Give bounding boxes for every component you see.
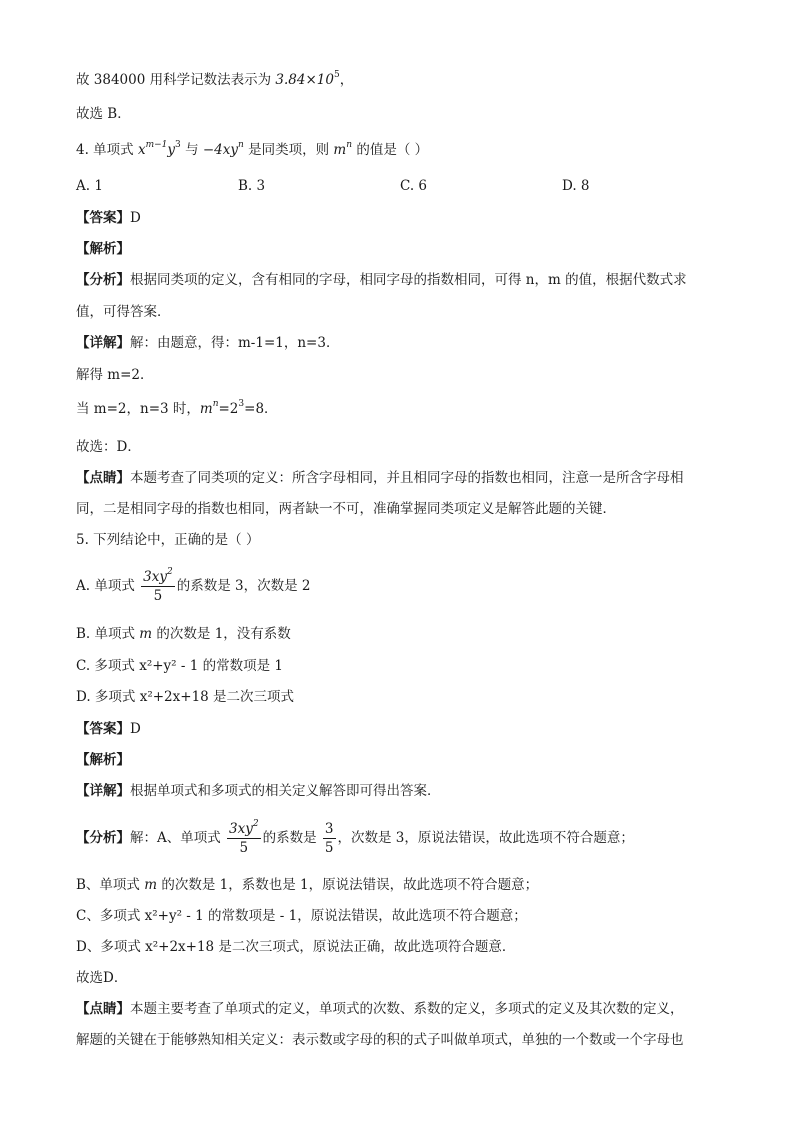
text: 解：由题意，得：m-1=1，n=3．	[130, 335, 340, 351]
q5-dianjing-1	[76, 999, 734, 1019]
math: −4xy	[202, 142, 239, 158]
text: ，次数是 3，原说法错误，故此选项不符合题意；	[337, 830, 634, 846]
text: 3xy	[229, 821, 253, 837]
fraction-denominator: 5	[153, 588, 163, 604]
label: 【点睛】	[76, 470, 130, 486]
label: 【详解】	[76, 335, 130, 351]
fraction-denominator: 5	[239, 840, 249, 856]
q4-dianjing-2: 同，二是相同字母的指数也相同，两者缺一不可，准确掌握同类项定义是解答此题的关键．	[76, 501, 616, 517]
q4-analysis-label: 【解析】	[76, 241, 130, 257]
text: 4. 单项式	[76, 142, 138, 158]
q4-fenxi-2: 值，可得答案．	[76, 304, 171, 320]
math: y	[167, 142, 176, 158]
q4-stem	[76, 140, 734, 160]
text: 根据同类项的定义，含有相同的字母，相同字母的指数相同，可得 n，m 的值，根据代数式求	[130, 272, 687, 288]
text: 本题考查了同类项的定义：所含字母相同，并且相同字母的指数也相同，注意一是所含字母相	[130, 470, 684, 486]
option-d: D. 8	[562, 178, 590, 194]
label: 【分析】	[76, 272, 130, 288]
text: 的值是（ ）	[352, 142, 429, 158]
fraction	[227, 820, 261, 857]
q4-step3	[76, 399, 734, 419]
text: =8．	[244, 401, 278, 417]
text: 解：A、单项式	[130, 830, 226, 846]
q5-option-b	[76, 624, 734, 644]
q5-option-a	[76, 566, 734, 606]
math-exponent: m−1	[145, 140, 168, 150]
math-exponent: n	[212, 399, 219, 409]
q4-fenxi-1	[76, 270, 734, 290]
q5-option-d: D. 多项式 x²+2x+18 是二次三项式	[76, 689, 295, 705]
math: m	[199, 401, 213, 417]
math-exponent: n	[238, 140, 244, 150]
label: 【答案】	[76, 721, 130, 737]
q4-answer	[76, 208, 734, 228]
fraction-denominator: 5	[324, 840, 334, 856]
option-b: B. 3	[238, 178, 266, 194]
q5-option-c: C. 多项式 x²+y² - 1 的常数项是 1	[76, 658, 284, 674]
q5-choice: 故选D．	[76, 970, 128, 986]
text: 故 384000 用科学记数法表示为	[76, 72, 276, 88]
math: m	[144, 877, 158, 893]
label: 【点睛】	[76, 1001, 130, 1017]
q3-conclusion-line	[76, 70, 734, 90]
text: B、单项式	[76, 877, 145, 893]
answer-value: D	[130, 210, 141, 226]
q5-fenxi-b	[76, 875, 734, 895]
q4-step2: 解得 m=2．	[76, 367, 154, 383]
q5-fenxi-d: D、多项式 x²+2x+18 是二次三项式，原说法正确，故此选项符合题意．	[76, 939, 516, 955]
math: x	[137, 142, 146, 158]
fraction-numerator	[141, 568, 175, 587]
text: B. 单项式	[76, 626, 140, 642]
text: 是同类项，则	[243, 142, 334, 158]
answer-value: D	[130, 721, 141, 737]
q5-dianjing-2: 解题的关键在于能够熟知相关定义：表示数或字母的积的式子叫做单项式，单独的一个数或一个字母也	[76, 1032, 684, 1048]
text: 与	[180, 142, 203, 158]
math-exponent: 5	[333, 70, 340, 80]
coefficient-fraction	[323, 820, 336, 857]
math-exponent: 2	[252, 819, 259, 829]
text: A. 单项式	[76, 578, 140, 594]
q5-analysis-label: 【解析】	[76, 752, 130, 768]
q5-xiangjie	[76, 781, 734, 801]
option-c: C. 6	[400, 178, 428, 194]
fraction	[141, 568, 175, 605]
label: 【答案】	[76, 210, 130, 226]
fraction-numerator	[227, 820, 261, 839]
math-exponent: 3	[238, 399, 245, 409]
text: ，	[339, 72, 354, 88]
text: 的次数是 1，没有系数	[152, 626, 291, 642]
math: m	[139, 626, 153, 642]
text: 的系数是	[262, 830, 321, 846]
math-base: 3.84×10	[275, 72, 334, 88]
text: =2	[218, 401, 239, 417]
q5-stem: 5. 下列结论中，正确的是（ ）	[76, 532, 260, 548]
q5-fenxi-a	[76, 818, 734, 858]
text: 的系数是 3，次数是 2	[176, 578, 311, 594]
math-exponent: 2	[166, 567, 173, 577]
label: 【详解】	[76, 783, 130, 799]
q4-dianjing-1	[76, 468, 734, 488]
q4-xiangjie	[76, 333, 734, 353]
math-exponent: n	[346, 140, 353, 150]
text: 根据单项式和多项式的相关定义解答即可得出答案．	[130, 783, 441, 799]
math: m	[333, 142, 347, 158]
label: 【分析】	[76, 830, 130, 846]
text: 的次数是 1，系数也是 1，原说法错误，故此选项不符合题意；	[157, 877, 539, 893]
q4-choice: 故选：D．	[76, 439, 141, 455]
fraction-numerator: 3	[324, 821, 334, 837]
q5-answer	[76, 719, 734, 739]
text: 当 m=2，n=3 时，	[76, 401, 200, 417]
option-a: A. 1	[76, 178, 103, 194]
math-exponent: 3	[175, 140, 181, 150]
q5-fenxi-c: C、多项式 x²+y² - 1 的常数项是 - 1，原说法错误，故此选项不符合题意；	[76, 908, 527, 924]
q3-choice: 故选 B．	[76, 106, 131, 122]
text: 本题主要考查了单项式的定义，单项式的次数、系数的定义，多项式的定义及其次数的定义，	[130, 1001, 684, 1017]
text: 3xy	[143, 569, 167, 585]
